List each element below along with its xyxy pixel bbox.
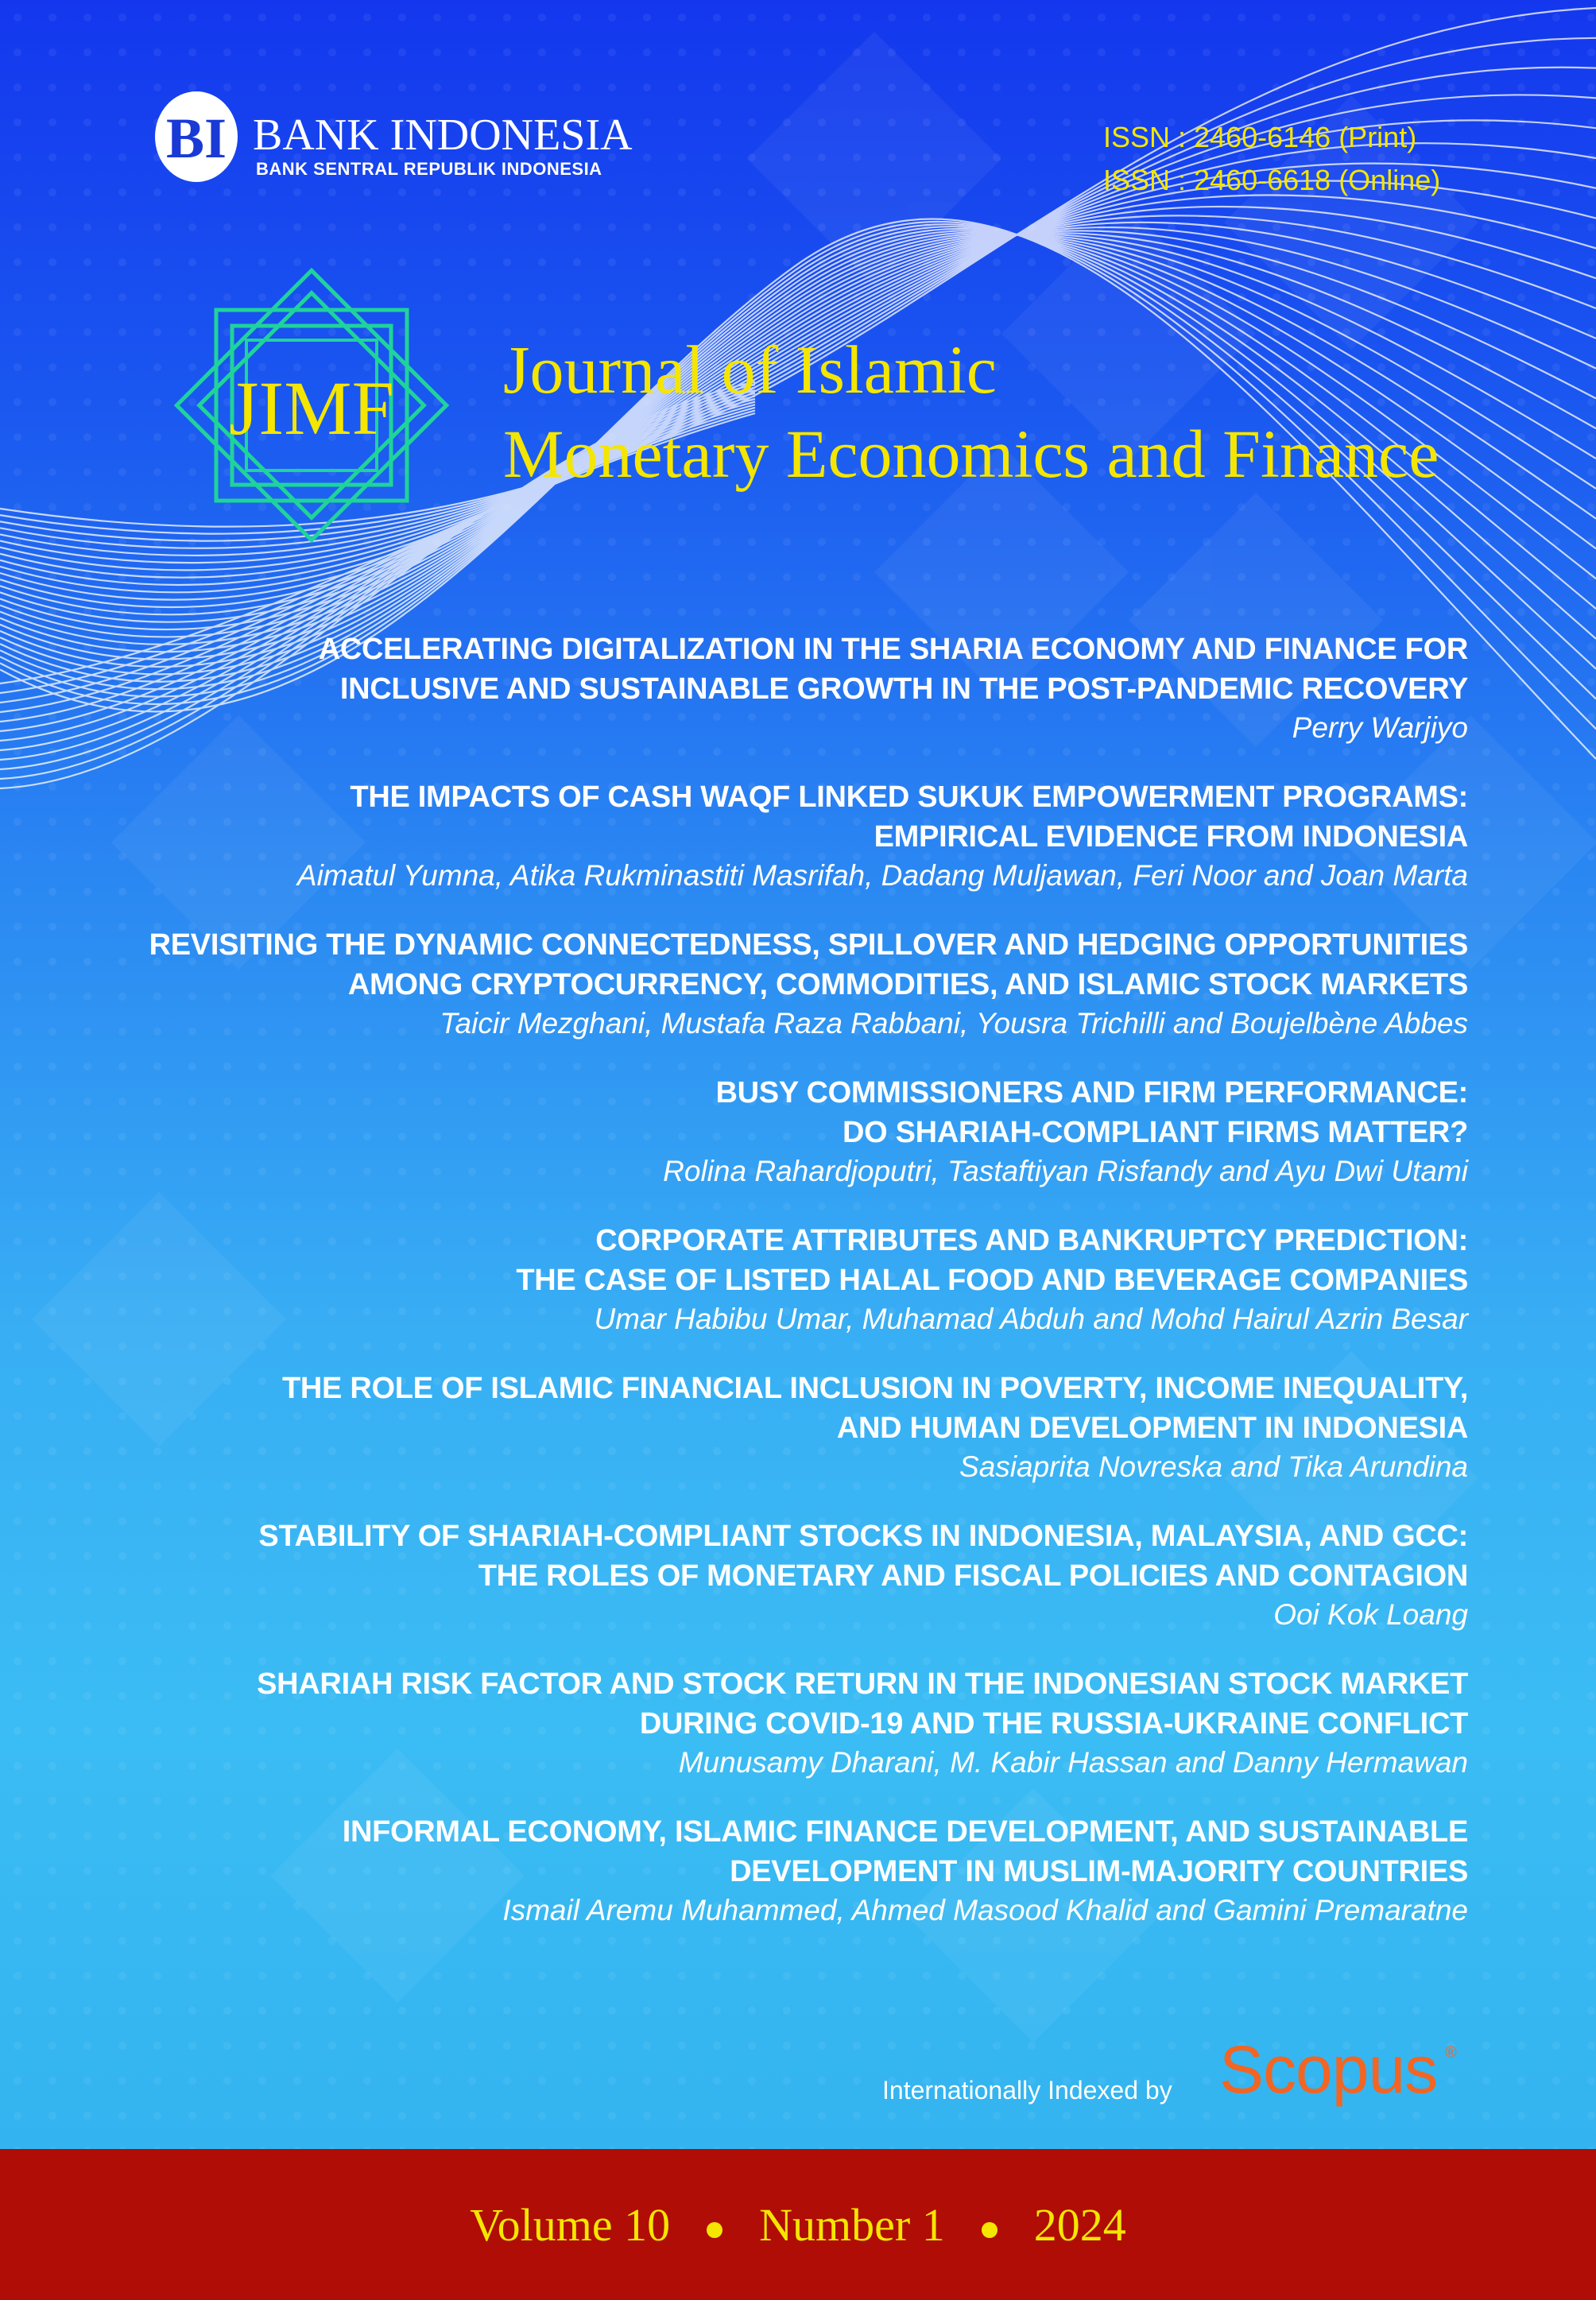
article-title-line: THE CASE OF LISTED HALAL FOOD AND BEVERAGE COMPANIES	[516, 1264, 1468, 1297]
scopus-registered-mark: ®	[1445, 2044, 1457, 2062]
separator-dot-icon	[982, 2222, 998, 2238]
issn-print: ISSN : 2460-6146 (Print)	[1103, 121, 1417, 153]
article-title-line: INFORMAL ECONOMY, ISLAMIC FINANCE DEVELOPMENT, AND SUSTAINABLE	[342, 1815, 1468, 1849]
publisher-subtitle: BANK SENTRAL REPUBLIK INDONESIA	[256, 159, 602, 179]
article-authors: Perry Warjiyo	[1292, 711, 1468, 744]
journal-title-line1: Journal of Islamic	[503, 331, 997, 408]
article-authors: Aimatul Yumna, Atika Rukminastiti Masrifah, Dadang Muljawan, Feri Noor and Joan Marta	[296, 859, 1468, 892]
article-item	[119, 1369, 1468, 1486]
article-title-line: INCLUSIVE AND SUSTAINABLE GROWTH IN THE POST-PANDEMIC RECOVERY	[339, 672, 1468, 706]
article-list	[119, 629, 1468, 1960]
article-title-line: THE ROLE OF ISLAMIC FINANCIAL INCLUSION IN POVERTY, INCOME INEQUALITY,	[281, 1372, 1468, 1405]
article-title-line: DO SHARIAH-COMPLIANT FIRMS MATTER?	[842, 1116, 1468, 1149]
article-authors: Umar Habibu Umar, Muhamad Abduh and Mohd Hairul Azrin Besar	[594, 1303, 1468, 1335]
article-item	[119, 1073, 1468, 1191]
article-title-line: CORPORATE ATTRIBUTES AND BANKRUPTCY PREDICTION:	[595, 1224, 1468, 1257]
jimf-logo-icon	[145, 238, 478, 572]
article-title-line: STABILITY OF SHARIAH-COMPLIANT STOCKS IN INDONESIA, MALAYSIA, AND GCC:	[258, 1520, 1468, 1553]
article-title-line: AND HUMAN DEVELOPMENT IN INDONESIA	[836, 1411, 1468, 1445]
separator-dot-icon	[707, 2222, 722, 2238]
issue-number: Number 1	[759, 2199, 945, 2251]
article-item	[119, 1812, 1468, 1930]
scopus-logo: Scopus	[1219, 2032, 1438, 2107]
journal-title-line2: Monetary Economics and Finance	[503, 416, 1439, 492]
issue-year: 2024	[1033, 2199, 1126, 2251]
issue-info	[0, 2198, 1596, 2252]
article-authors: Rolina Rahardjoputri, Tastaftiyan Risfandy and Ayu Dwi Utami	[663, 1155, 1468, 1187]
article-authors: Taicir Mezghani, Mustafa Raza Rabbani, Yousra Trichilli and Boujelbène Abbes	[440, 1007, 1468, 1040]
article-title-line: DEVELOPMENT IN MUSLIM-MAJORITY COUNTRIES	[730, 1855, 1468, 1888]
article-item	[119, 1664, 1468, 1782]
article-authors: Ooi Kok Loang	[1273, 1598, 1468, 1631]
article-title-line: BUSY COMMISSIONERS AND FIRM PERFORMANCE:	[715, 1076, 1468, 1109]
article-title-line: DURING COVID-19 AND THE RUSSIA-UKRAINE CONFLICT	[639, 1707, 1468, 1740]
article-title-line: REVISITING THE DYNAMIC CONNECTEDNESS, SPILLOVER AND HEDGING OPPORTUNITIES	[149, 928, 1468, 962]
article-title-line: EMPIRICAL EVIDENCE FROM INDONESIA	[874, 820, 1468, 854]
issue-volume: Volume 10	[470, 2199, 671, 2251]
article-item	[119, 925, 1468, 1043]
article-title-line: AMONG CRYPTOCURRENCY, COMMODITIES, AND ISLAMIC STOCK MARKETS	[347, 968, 1468, 1001]
article-item	[119, 777, 1468, 895]
article-title-line: ACCELERATING DIGITALIZATION IN THE SHARIA ECONOMY AND FINANCE FOR	[318, 633, 1468, 666]
article-item	[119, 1516, 1468, 1634]
issn-online: ISSN : 2460-6618 (Online)	[1103, 164, 1441, 196]
article-item	[119, 1221, 1468, 1338]
jimf-abbreviation: JIMF	[228, 366, 395, 451]
article-authors: Munusamy Dharani, M. Kabir Hassan and Danny Hermawan	[678, 1746, 1468, 1779]
article-title-line: THE ROLES OF MONETARY AND FISCAL POLICIES AND CONTAGION	[478, 1559, 1468, 1593]
bank-logo-letters: BI	[165, 106, 227, 170]
indexed-by-label: Internationally Indexed by	[882, 2076, 1172, 2104]
article-authors: Sasiaprita Novreska and Tika Arundina	[959, 1450, 1468, 1483]
article-authors: Ismail Aremu Muhammed, Ahmed Masood Khalid and Gamini Premaratne	[502, 1894, 1468, 1926]
article-title-line: SHARIAH RISK FACTOR AND STOCK RETURN IN THE INDONESIAN STOCK MARKET	[257, 1667, 1468, 1701]
article-title-line: THE IMPACTS OF CASH WAQF LINKED SUKUK EMPOWERMENT PROGRAMS:	[350, 780, 1468, 814]
publisher-name: BANK INDONESIA	[253, 110, 633, 160]
bank-indonesia-logo-icon	[153, 89, 240, 184]
article-item	[119, 629, 1468, 747]
